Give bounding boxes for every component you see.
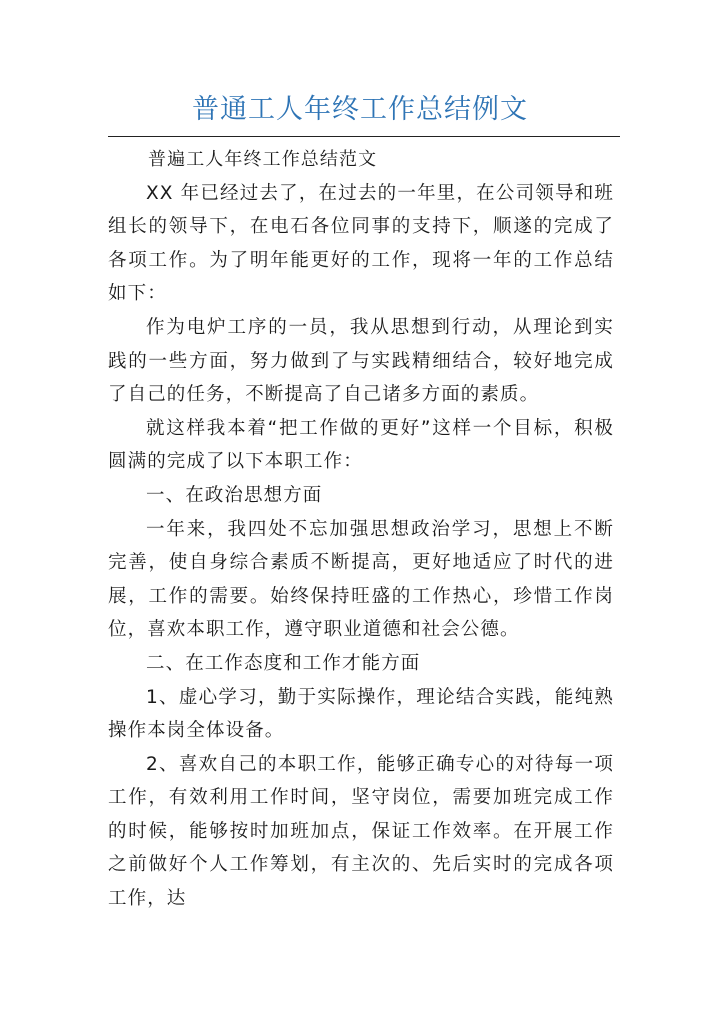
body-paragraph: 一年来，我四处不忘加强思想政治学习，思想上不断完善，使自身综合素质不断提高，更好地适应了时代的进展，工作的需要。始终保持旺盛的工作热心，珍惜工作岗位，喜欢本职工作，遵守职业道德和社会公德。 (108, 518, 614, 641)
section-heading: 一、在政治思想方面 (146, 484, 323, 506)
document-title: 普通工人年终工作总结例文 (192, 94, 528, 125)
body-paragraph: 就这样我本着“把工作做的更好”这样一个目标，积极圆满的完成了以下本职工作： (108, 417, 614, 473)
body-paragraph: 1、虚心学习，勤于实际操作，理论结合实践，能纯熟操作本岗全体设备。 (108, 686, 614, 742)
subtitle-paragraph: 普遍工人年终工作总结范文 (148, 149, 378, 170)
body-paragraph: XX 年已经过去了，在过去的一年里，在公司领导和班组长的领导下，在电石各位同事的支持下，顺遂的完成了各项工作。为了明年能更好的工作，现将一年的工作总结如下： (108, 182, 614, 305)
section-heading: 二、在工作态度和工作才能方面 (146, 652, 421, 674)
title-underline (108, 136, 620, 137)
body-paragraph: 作为电炉工序的一员，我从思想到行动，从理论到实践的一些方面，努力做到了与实践精细结合，较好地完成了自己的任务，不断提高了自己诸多方面的素质。 (108, 316, 614, 406)
document-body (108, 143, 614, 916)
body-paragraph: 2、喜欢自己的本职工作，能够正确专心的对待每一项工作，有效利用工作时间，坚守岗位，需要加班完成工作的时候，能够按时加班加点，保证工作效率。在开展工作之前做好个人工作筹划，有主次的、先后实时的完成各项工作，达 (108, 753, 614, 910)
